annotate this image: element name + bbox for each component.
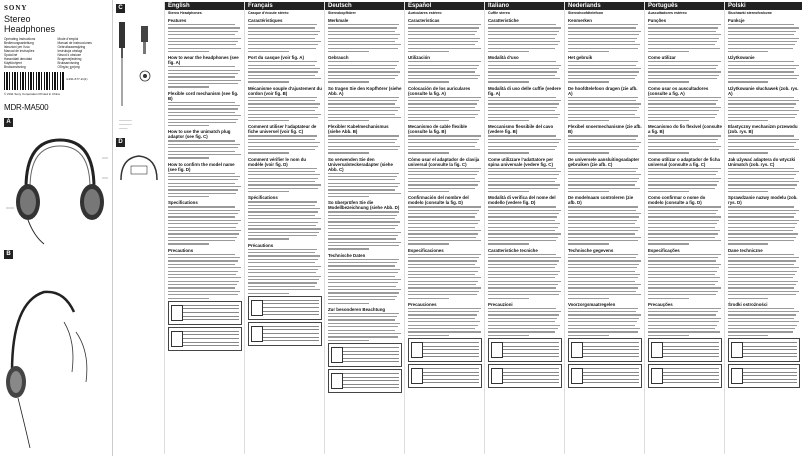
section-heading: Mecanismo do fio flexível (consulte a fig. B) xyxy=(648,124,722,135)
section-body xyxy=(568,61,642,82)
section-heading: Gebrauch xyxy=(328,55,349,61)
cord-mechanism-illustration xyxy=(4,262,108,452)
section-body xyxy=(488,24,562,52)
language-column xyxy=(404,2,485,454)
section-heading: Como confirmar o nome do modelo (consulte a fig. D) xyxy=(648,195,706,206)
section-heading: De hoofdtelefoon dragen (zie afb. A) xyxy=(568,85,638,96)
section-body xyxy=(248,168,322,193)
language-title: Nederlands xyxy=(565,2,645,10)
language-list-item: Bedienungsanleitung xyxy=(4,41,34,45)
section-heading: Środki ostrożności xyxy=(728,301,768,307)
disposal-notice xyxy=(728,364,800,388)
crossed-bin-icon xyxy=(171,305,183,321)
section-heading: Dane techniczne xyxy=(728,247,763,253)
crossed-bin-icon xyxy=(331,373,343,389)
section-body xyxy=(248,249,322,294)
language-column xyxy=(324,2,405,454)
language-column xyxy=(564,2,645,454)
section-body xyxy=(648,206,722,244)
disposal-notice xyxy=(648,338,722,362)
column-subtitle: Stereohoofdtelefoon xyxy=(568,11,604,15)
section-heading: Precautions xyxy=(168,247,194,253)
section-heading: Funkcje xyxy=(728,18,745,23)
disposal-notice xyxy=(408,364,482,388)
section-body xyxy=(408,308,482,336)
language-title: English xyxy=(165,2,245,10)
column-subtitle: Auriculares estéreo xyxy=(408,11,442,15)
language-list-item: Manual de instruções xyxy=(4,49,35,53)
crossed-bin-icon xyxy=(491,342,503,358)
fig-a-label: A xyxy=(4,118,13,127)
section-heading: Meccanismo flessibile del cavo (vedere fig. B) xyxy=(488,124,554,135)
section-body xyxy=(408,168,482,193)
section-heading: Comment vérifier le nom du modèle (voir fig. D) xyxy=(248,156,307,167)
product-title-line2: Headphones xyxy=(4,24,56,34)
language-list xyxy=(4,37,108,69)
section-heading: De universele aansluitingsadapter gebruiken (zie afb. C) xyxy=(568,156,640,167)
fig-c-caption: ────── ────── ──── xyxy=(119,118,132,130)
section-heading: How to confirm the model name (see fig. D) xyxy=(168,161,235,172)
section-heading: Caratteristiche xyxy=(488,18,519,23)
section-body xyxy=(488,97,562,122)
section-body xyxy=(328,313,402,341)
column-subtitle: Stereo Headphones xyxy=(168,11,202,15)
section-body xyxy=(648,254,722,299)
language-column xyxy=(484,2,565,454)
section-heading: Merkmale xyxy=(328,18,349,23)
section-body xyxy=(168,254,242,299)
disposal-notice xyxy=(728,338,800,362)
section-heading: Comment utiliser l’adaptateur de fiche universel (voir fig. C) xyxy=(248,124,317,135)
section-body xyxy=(488,308,562,336)
section-body xyxy=(568,97,642,122)
plug-adaptor-illustration xyxy=(115,16,163,116)
section-heading: Elastyczny mechanizm przewodu (zob. rys. B) xyxy=(728,124,798,135)
language-title: Deutsch xyxy=(325,2,405,10)
fig-d-label: D xyxy=(116,138,125,147)
crossed-bin-icon xyxy=(571,342,583,358)
disposal-notice xyxy=(488,364,562,388)
language-list-item: Bruksanvisning xyxy=(4,65,26,69)
section-heading: Flexibel snoermechanisme (zie afb. B) xyxy=(568,124,642,135)
section-body xyxy=(408,135,482,153)
barcode xyxy=(4,72,64,90)
model-name: MDR-MA500 xyxy=(4,103,49,112)
section-body xyxy=(168,102,242,127)
section-heading: Como utilizar o adaptador de ficha universal (consulte a fig. C) xyxy=(648,156,720,167)
section-heading: Features xyxy=(168,18,187,23)
section-heading: Como usar os auscultadores (consulte a fig. A) xyxy=(648,85,709,96)
section-heading: How to wear the headphones (see fig. A) xyxy=(168,55,239,66)
section-body xyxy=(168,206,242,244)
language-title: Français xyxy=(245,2,325,10)
cover-panel xyxy=(0,0,112,456)
disposal-notice xyxy=(648,364,722,388)
section-heading: Caractéristiques xyxy=(248,18,283,23)
disposal-notice xyxy=(408,338,482,362)
section-heading: Especificaciones xyxy=(408,247,444,253)
copyright: © 2011 Sony Corporation Printed in China xyxy=(4,92,60,96)
section-body xyxy=(408,24,482,52)
section-body xyxy=(728,308,800,336)
section-heading: Flexibler Kabelmechanismus (siehe Abb. B) xyxy=(328,124,389,135)
section-heading: Technische gegevens xyxy=(568,247,614,253)
column-subtitle: Cuffie stereo xyxy=(488,11,510,15)
disposal-notice xyxy=(328,369,402,393)
section-body xyxy=(728,61,800,82)
section-body xyxy=(248,61,322,82)
section-heading: Utilización xyxy=(408,55,430,61)
section-heading: So verwenden Sie den Universalsteckeradapter (siehe Abb. C) xyxy=(328,156,393,172)
section-heading: Precauzioni xyxy=(488,301,513,307)
language-list-item: Operating Instructions xyxy=(4,37,36,41)
section-heading: Sprawdzanie nazwy modelu (zob. rys. D) xyxy=(728,195,798,206)
section-body xyxy=(648,61,722,82)
section-heading: Jak używać adaptera do wtyczki Unimatch (zob. rys. C) xyxy=(728,156,796,167)
crossed-bin-icon xyxy=(331,347,343,363)
section-body xyxy=(248,201,322,239)
disposal-notice xyxy=(488,338,562,362)
illustration-panel xyxy=(112,0,165,456)
section-body xyxy=(328,97,402,122)
section-body xyxy=(648,24,722,52)
language-list-item: Használati útmutató xyxy=(4,57,33,61)
column-subtitle: Auscultadores estéreo xyxy=(648,11,687,15)
language-list-item: Οδηγίες χρήσης xyxy=(57,65,81,69)
section-body xyxy=(408,61,482,82)
language-title: Polski xyxy=(725,2,802,10)
section-body xyxy=(648,308,722,336)
language-list-item: Manual de instrucciones xyxy=(57,41,92,45)
section-body xyxy=(728,135,800,153)
column-subtitle: Słuchawki stereofoniczne xyxy=(728,11,772,15)
language-column xyxy=(724,2,802,454)
section-body xyxy=(568,24,642,52)
section-heading: Zur besonderen Beachtung xyxy=(328,306,386,312)
section-heading: Specifications xyxy=(168,200,198,206)
section-body xyxy=(728,168,800,193)
language-title: Português xyxy=(645,2,725,10)
product-title-line1: Stereo xyxy=(4,14,31,24)
section-body xyxy=(168,173,242,198)
section-body xyxy=(728,254,800,299)
section-body xyxy=(568,135,642,153)
product-title xyxy=(4,14,55,34)
section-body xyxy=(408,97,482,122)
section-heading: Kenmerken xyxy=(568,18,592,23)
language-list-item: Bruksanvisning xyxy=(57,61,80,65)
section-body xyxy=(408,254,482,299)
language-list-item: Gebruiksaanwijzing xyxy=(57,45,86,49)
section-heading: Precauciones xyxy=(408,301,437,307)
section-body xyxy=(568,206,642,244)
fig-c-label: C xyxy=(116,4,125,13)
section-body xyxy=(488,254,562,299)
section-heading: Características xyxy=(408,18,440,23)
section-heading: Spécifications xyxy=(248,195,278,201)
disposal-notice xyxy=(248,322,322,346)
fig-b-label: B xyxy=(4,250,13,259)
language-list-item: Mode d’emploi xyxy=(57,37,79,41)
crossed-bin-icon xyxy=(491,368,503,384)
disposal-notice xyxy=(568,364,642,388)
section-heading: Précautions xyxy=(248,242,274,248)
section-heading: Flexible cord mechanism (see fig. B) xyxy=(168,90,239,101)
language-list-item: Spoločné xyxy=(4,53,18,57)
section-body xyxy=(488,61,562,82)
section-body xyxy=(168,66,242,87)
section-heading: Technische Daten xyxy=(328,252,366,258)
crossed-bin-icon xyxy=(251,300,263,316)
language-title: Italiano xyxy=(485,2,565,10)
language-list-item: Návod k obsluze xyxy=(57,53,82,57)
section-heading: How to use the unimatch plug adaptor (see fig. C) xyxy=(168,129,231,140)
section-heading: De modelnaam controleren (zie afb. D) xyxy=(568,195,634,206)
crossed-bin-icon xyxy=(251,326,263,342)
section-heading: So überprüfen Sie die Modellbezeichnung (siehe Abb. D) xyxy=(328,200,400,211)
section-heading: Confirmación del nombre del modelo (consulte la fig. D) xyxy=(408,195,469,206)
section-heading: Modalità d’uso xyxy=(488,55,519,61)
section-body xyxy=(168,24,242,52)
language-column xyxy=(244,2,325,454)
section-heading: Het gebruik xyxy=(568,55,593,61)
section-heading: Modalità di verifica del nome del modello (vedere fig. D) xyxy=(488,195,556,206)
language-title: Español xyxy=(405,2,485,10)
section-heading: Especificações xyxy=(648,247,680,253)
section-body xyxy=(248,135,322,153)
section-heading: Użytkowanie xyxy=(728,55,755,61)
model-label-illustration xyxy=(115,150,163,190)
section-heading: Precauções xyxy=(648,301,673,307)
crossed-bin-icon xyxy=(411,342,423,358)
section-body xyxy=(328,211,402,249)
crossed-bin-icon xyxy=(411,368,423,384)
disposal-notice xyxy=(568,338,642,362)
language-list-item: Istruzioni per l’uso xyxy=(4,45,30,49)
language-list-item: Instrukcja obsługi xyxy=(57,49,83,53)
disposal-notice xyxy=(248,296,322,320)
column-subtitle: Casque d’écoute stéréo xyxy=(248,11,289,15)
section-heading: Caratteristiche tecniche xyxy=(488,247,538,253)
section-heading: So tragen Sie den Kopfhörer (siehe Abb. A) xyxy=(328,85,402,96)
section-heading: Funções xyxy=(648,18,667,23)
crossed-bin-icon xyxy=(651,368,663,384)
disposal-notice xyxy=(168,301,242,325)
section-heading: Użytkowanie słuchawek (zob. rys. A) xyxy=(728,85,799,96)
section-body xyxy=(728,97,800,122)
language-list-item: Brugervejledning xyxy=(57,57,82,61)
crossed-bin-icon xyxy=(571,368,583,384)
language-column xyxy=(644,2,725,454)
crossed-bin-icon xyxy=(731,342,743,358)
section-body xyxy=(648,135,722,153)
section-heading: Cómo usar el adaptador de clavija universal (consulte la fig. C) xyxy=(408,156,480,167)
section-body xyxy=(328,173,402,198)
section-body xyxy=(568,308,642,336)
language-column xyxy=(164,2,245,454)
section-body xyxy=(568,168,642,193)
section-heading: Voorzorgsmaatregelen xyxy=(568,301,616,307)
section-body xyxy=(648,97,722,122)
section-heading: Come utilizzare l’adattatore per spina universale (vedere fig. C) xyxy=(488,156,554,167)
disposal-notice xyxy=(168,327,242,351)
section-body xyxy=(488,168,562,193)
disposal-notice xyxy=(328,343,402,367)
column-subtitle: Stereokopfhörer xyxy=(328,11,356,15)
section-heading: Mecanismo de cable flexible (consulte la fig. B) xyxy=(408,124,468,135)
section-heading: Como utilizar xyxy=(648,55,676,61)
section-heading: Modalità di uso delle cuffie (vedere fig. A) xyxy=(488,85,561,96)
section-body xyxy=(728,206,800,244)
section-heading: Colocación de los auriculares (consulte la fig. A) xyxy=(408,85,471,96)
section-body xyxy=(568,254,642,299)
section-heading: Mécanisme souple d’ajustement du cordon (voir fig. B) xyxy=(248,85,322,96)
section-body xyxy=(648,168,722,193)
section-body xyxy=(328,61,402,82)
section-body xyxy=(488,206,562,244)
section-body xyxy=(488,135,562,153)
barcode-number: 4-291-677-11(1) xyxy=(66,77,88,81)
section-heading: Port du casque (voir fig. A) xyxy=(248,55,304,61)
section-body xyxy=(248,24,322,52)
section-body xyxy=(408,206,482,244)
section-body xyxy=(728,24,800,52)
section-body xyxy=(248,97,322,122)
brand-logo: SONY xyxy=(4,4,28,12)
section-body xyxy=(168,140,242,158)
crossed-bin-icon xyxy=(651,342,663,358)
language-list-item: Käyttöohjeet xyxy=(4,61,22,65)
headphones-illustration xyxy=(4,128,108,246)
crossed-bin-icon xyxy=(731,368,743,384)
crossed-bin-icon xyxy=(171,331,183,347)
section-body xyxy=(328,259,402,304)
section-body xyxy=(328,24,402,52)
section-body xyxy=(328,135,402,153)
